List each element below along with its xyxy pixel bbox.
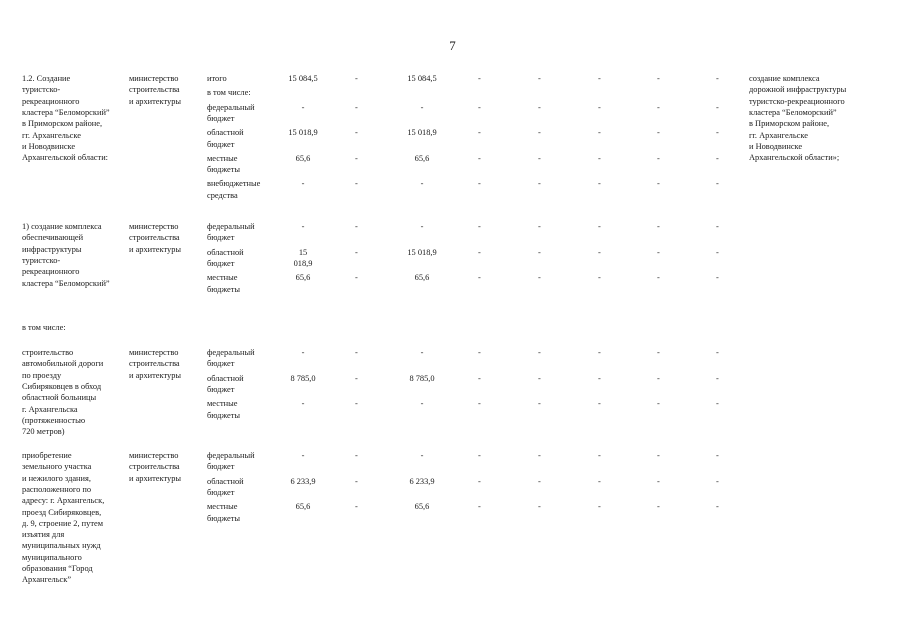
empty-cell-dash: -	[355, 222, 358, 231]
funding-source-line: итого	[207, 74, 227, 83]
activity-name-line: проезд Сибиряковцев,	[22, 507, 102, 517]
executor-line: министерство	[129, 348, 179, 357]
empty-cell-dash: -	[478, 102, 481, 112]
empty-cell-dash: -	[716, 74, 719, 83]
total-amount: 65,6	[295, 273, 311, 283]
year-amount: -	[420, 179, 424, 189]
empty-cell-dash: -	[355, 74, 358, 83]
total-amount: 018,9	[293, 258, 313, 268]
empty-cell-dash: -	[598, 348, 601, 357]
empty-cell-dash: -	[478, 451, 481, 460]
empty-cell-dash: -	[478, 247, 481, 257]
empty-cell-dash: -	[657, 247, 660, 257]
activity-name-line: приобретение	[22, 451, 72, 460]
activity-name-line: изъятия для	[22, 530, 65, 540]
activity-name-line: Архангельск”	[22, 575, 72, 585]
executor-line: и архитектуры	[129, 370, 182, 380]
empty-cell-dash: -	[538, 399, 541, 409]
year-amount: -	[420, 399, 424, 409]
year-amount: 15 084,5	[407, 74, 437, 83]
activity-name-line: кластера “Беломорский”	[22, 278, 110, 288]
empty-cell-dash: -	[355, 247, 358, 257]
funding-source-line: местные	[207, 399, 238, 409]
empty-cell-dash: -	[598, 451, 601, 460]
empty-cell-dash: -	[657, 399, 660, 409]
activity-name-line: и нежилого здания,	[22, 473, 91, 483]
activity-name-line: земельного участка	[22, 462, 92, 472]
total-amount: -	[301, 102, 305, 112]
empty-cell-dash: -	[598, 502, 601, 512]
activity-name-line: по проезду	[22, 370, 62, 380]
empty-cell-dash: -	[538, 273, 541, 283]
empty-cell-dash: -	[538, 247, 541, 257]
executor-line: и архитектуры	[129, 244, 182, 254]
empty-cell-dash: -	[716, 179, 719, 189]
empty-cell-dash: -	[478, 502, 481, 512]
empty-cell-dash: -	[598, 74, 601, 83]
activity-name-line: строительство	[22, 348, 74, 357]
empty-cell-dash: -	[716, 128, 719, 138]
empty-cell-dash: -	[657, 273, 660, 283]
activity-name-line: расположенного по	[22, 484, 92, 494]
funding-source-line: бюджеты	[207, 284, 241, 294]
funding-source-line: бюджет	[207, 384, 235, 394]
activity-name-line: д. 9, строение 2, путем	[22, 518, 103, 528]
empty-cell-dash: -	[716, 247, 719, 257]
funding-source-line: местные	[207, 502, 238, 512]
empty-cell-dash: -	[478, 476, 481, 486]
activity-name-line: и Новодвинске	[22, 141, 76, 151]
empty-cell-dash: -	[716, 451, 719, 460]
funding-source-line: бюджет	[207, 233, 235, 243]
empty-cell-dash: -	[538, 348, 541, 357]
activity-name-line: в Приморском районе,	[22, 119, 103, 129]
activity-name-line: рекреационного	[22, 96, 80, 106]
funding-source-line: внебюджетные	[207, 179, 261, 189]
empty-cell-dash: -	[598, 373, 601, 383]
funding-source-line: местные	[207, 153, 238, 163]
year-amount: -	[420, 348, 424, 357]
activity-name-line: 1.2. Создание	[22, 74, 71, 83]
expected-result-line: создание комплекса	[749, 74, 820, 83]
activity-name-line: муниципальных нужд	[22, 541, 101, 551]
activity-name-line: адресу: г. Архангельск,	[22, 496, 105, 506]
empty-cell-dash: -	[478, 373, 481, 383]
empty-cell-dash: -	[716, 399, 719, 409]
activity-name-line: 720 метров)	[22, 427, 65, 437]
total-amount: 8 785,0	[290, 373, 316, 383]
empty-cell-dash: -	[598, 179, 601, 189]
activity-name-line: образования “Город	[22, 564, 93, 573]
empty-cell-dash: -	[478, 74, 481, 83]
empty-cell-dash: -	[538, 153, 541, 163]
empty-cell-dash: -	[716, 102, 719, 112]
empty-cell-dash: -	[355, 128, 358, 138]
funding-source-line: бюджет	[207, 113, 235, 123]
empty-cell-dash: -	[598, 247, 601, 257]
empty-cell-dash: -	[716, 222, 719, 231]
activity-name-line: в том числе:	[22, 323, 66, 332]
expected-result-line: Архангельской области»;	[749, 153, 840, 163]
expected-result-line: гг. Архангельске	[749, 130, 808, 140]
expected-result-line: дорожной инфраструктуры	[749, 85, 847, 95]
funding-source-line: бюджет	[207, 258, 235, 268]
total-amount: 65,6	[295, 153, 311, 163]
empty-cell-dash: -	[598, 128, 601, 138]
empty-cell-dash: -	[716, 502, 719, 512]
activity-name-line: автомобильной дороги	[22, 359, 104, 369]
empty-cell-dash: -	[355, 273, 358, 283]
funding-source-line: областной	[207, 373, 244, 383]
year-amount: 15 018,9	[407, 128, 437, 138]
empty-cell-dash: -	[478, 153, 481, 163]
empty-cell-dash: -	[478, 348, 481, 357]
funding-source-line: областной	[207, 247, 244, 257]
empty-cell-dash: -	[538, 222, 541, 231]
expected-result-line: туристско-рекреационного	[749, 96, 845, 106]
year-amount: -	[420, 451, 424, 460]
empty-cell-dash: -	[657, 476, 660, 486]
funding-source-line: местные	[207, 273, 238, 283]
empty-cell-dash: -	[538, 373, 541, 383]
empty-cell-dash: -	[355, 373, 358, 383]
empty-cell-dash: -	[598, 399, 601, 409]
empty-cell-dash: -	[716, 373, 719, 383]
empty-cell-dash: -	[598, 222, 601, 231]
empty-cell-dash: -	[355, 451, 358, 460]
activity-name-line: областной больницы	[22, 393, 97, 403]
empty-cell-dash: -	[355, 348, 358, 357]
executor-line: и архитектуры	[129, 473, 182, 483]
empty-cell-dash: -	[478, 179, 481, 189]
activity-name-line: г. Архангельска	[22, 404, 78, 414]
year-amount: 65,6	[414, 502, 430, 512]
total-amount: 15	[298, 247, 308, 257]
empty-cell-dash: -	[538, 128, 541, 138]
activity-name-line: туристско-	[22, 85, 61, 95]
funding-source-line: федеральный	[207, 348, 255, 357]
year-amount: 65,6	[414, 273, 430, 283]
year-amount: -	[420, 222, 424, 231]
empty-cell-dash: -	[657, 451, 660, 460]
empty-cell-dash: -	[657, 502, 660, 512]
total-amount: -	[301, 399, 305, 409]
total-amount: 6 233,9	[290, 476, 316, 486]
empty-cell-dash: -	[657, 102, 660, 112]
year-amount: 15 018,9	[407, 247, 437, 257]
empty-cell-dash: -	[355, 476, 358, 486]
activity-name-line: кластера “Беломорский”	[22, 107, 110, 117]
empty-cell-dash: -	[538, 502, 541, 512]
total-amount: 15 084,5	[288, 74, 318, 83]
empty-cell-dash: -	[657, 153, 660, 163]
funding-source-line: бюджет	[207, 462, 235, 472]
empty-cell-dash: -	[355, 179, 358, 189]
funding-source-line: федеральный	[207, 451, 255, 460]
empty-cell-dash: -	[716, 348, 719, 357]
total-amount: 15 018,9	[288, 128, 318, 138]
empty-cell-dash: -	[657, 348, 660, 357]
empty-cell-dash: -	[538, 476, 541, 486]
activity-name-line: 1) создание комплекса	[22, 222, 102, 231]
empty-cell-dash: -	[598, 102, 601, 112]
empty-cell-dash: -	[716, 476, 719, 486]
activity-name-line: туристско-	[22, 255, 61, 265]
executor-line: строительства	[129, 359, 180, 369]
empty-cell-dash: -	[355, 153, 358, 163]
total-amount: -	[301, 222, 305, 231]
funding-source-line: бюджет	[207, 139, 235, 149]
empty-cell-dash: -	[538, 451, 541, 460]
activity-name-line: Архангельской области:	[22, 153, 108, 163]
funding-source-line: федеральный	[207, 222, 255, 231]
activity-name-line: (протяженностью	[22, 415, 86, 425]
funding-source-line: в том числе:	[207, 88, 251, 98]
empty-cell-dash: -	[657, 373, 660, 383]
empty-cell-dash: -	[355, 399, 358, 409]
funding-source-line: бюджеты	[207, 513, 241, 523]
funding-source-line: средства	[207, 190, 238, 200]
funding-source-line: федеральный	[207, 102, 255, 112]
year-amount: 8 785,0	[409, 373, 435, 383]
activity-name-line: Сибиряковцев в обход	[22, 381, 102, 391]
empty-cell-dash: -	[598, 273, 601, 283]
empty-cell-dash: -	[716, 273, 719, 283]
funding-source-line: бюджеты	[207, 410, 241, 420]
expected-result-line: кластера “Беломорский”	[749, 107, 837, 117]
empty-cell-dash: -	[657, 74, 660, 83]
total-amount: 65,6	[295, 502, 311, 512]
activity-name-line: инфраструктуры	[22, 244, 82, 254]
funding-source-line: бюджет	[207, 359, 235, 369]
executor-line: строительства	[129, 85, 180, 95]
empty-cell-dash: -	[598, 476, 601, 486]
expected-result-line: в Приморском районе,	[749, 119, 830, 129]
funding-source-line: областной	[207, 128, 244, 138]
total-amount: -	[301, 348, 305, 357]
year-amount: -	[420, 102, 424, 112]
funding-source-line: бюджеты	[207, 165, 241, 175]
activity-name-line: гг. Архангельске	[22, 130, 81, 140]
activity-name-line: муниципального	[22, 552, 82, 562]
funding-source-line: бюджет	[207, 487, 235, 497]
page-number: 7	[449, 38, 456, 53]
executor-line: строительства	[129, 462, 180, 472]
funding-source-line: областной	[207, 476, 244, 486]
year-amount: 6 233,9	[409, 476, 435, 486]
empty-cell-dash: -	[478, 222, 481, 231]
total-amount: -	[301, 179, 305, 189]
empty-cell-dash: -	[478, 128, 481, 138]
activity-name-line: обеспечивающей	[22, 233, 84, 243]
empty-cell-dash: -	[355, 102, 358, 112]
empty-cell-dash: -	[478, 399, 481, 409]
empty-cell-dash: -	[657, 128, 660, 138]
empty-cell-dash: -	[538, 74, 541, 83]
executor-line: и архитектуры	[129, 96, 182, 106]
executor-line: министерство	[129, 222, 179, 231]
empty-cell-dash: -	[598, 153, 601, 163]
expected-result-line: и Новодвинске	[749, 141, 803, 151]
activity-name-line: рекреационного	[22, 267, 80, 277]
empty-cell-dash: -	[355, 502, 358, 512]
empty-cell-dash: -	[538, 102, 541, 112]
executor-line: строительства	[129, 233, 180, 243]
total-amount: -	[301, 451, 305, 460]
empty-cell-dash: -	[657, 179, 660, 189]
empty-cell-dash: -	[538, 179, 541, 189]
executor-line: министерство	[129, 74, 179, 83]
executor-line: министерство	[129, 451, 179, 460]
empty-cell-dash: -	[478, 273, 481, 283]
empty-cell-dash: -	[716, 153, 719, 163]
year-amount: 65,6	[414, 153, 430, 163]
empty-cell-dash: -	[657, 222, 660, 231]
